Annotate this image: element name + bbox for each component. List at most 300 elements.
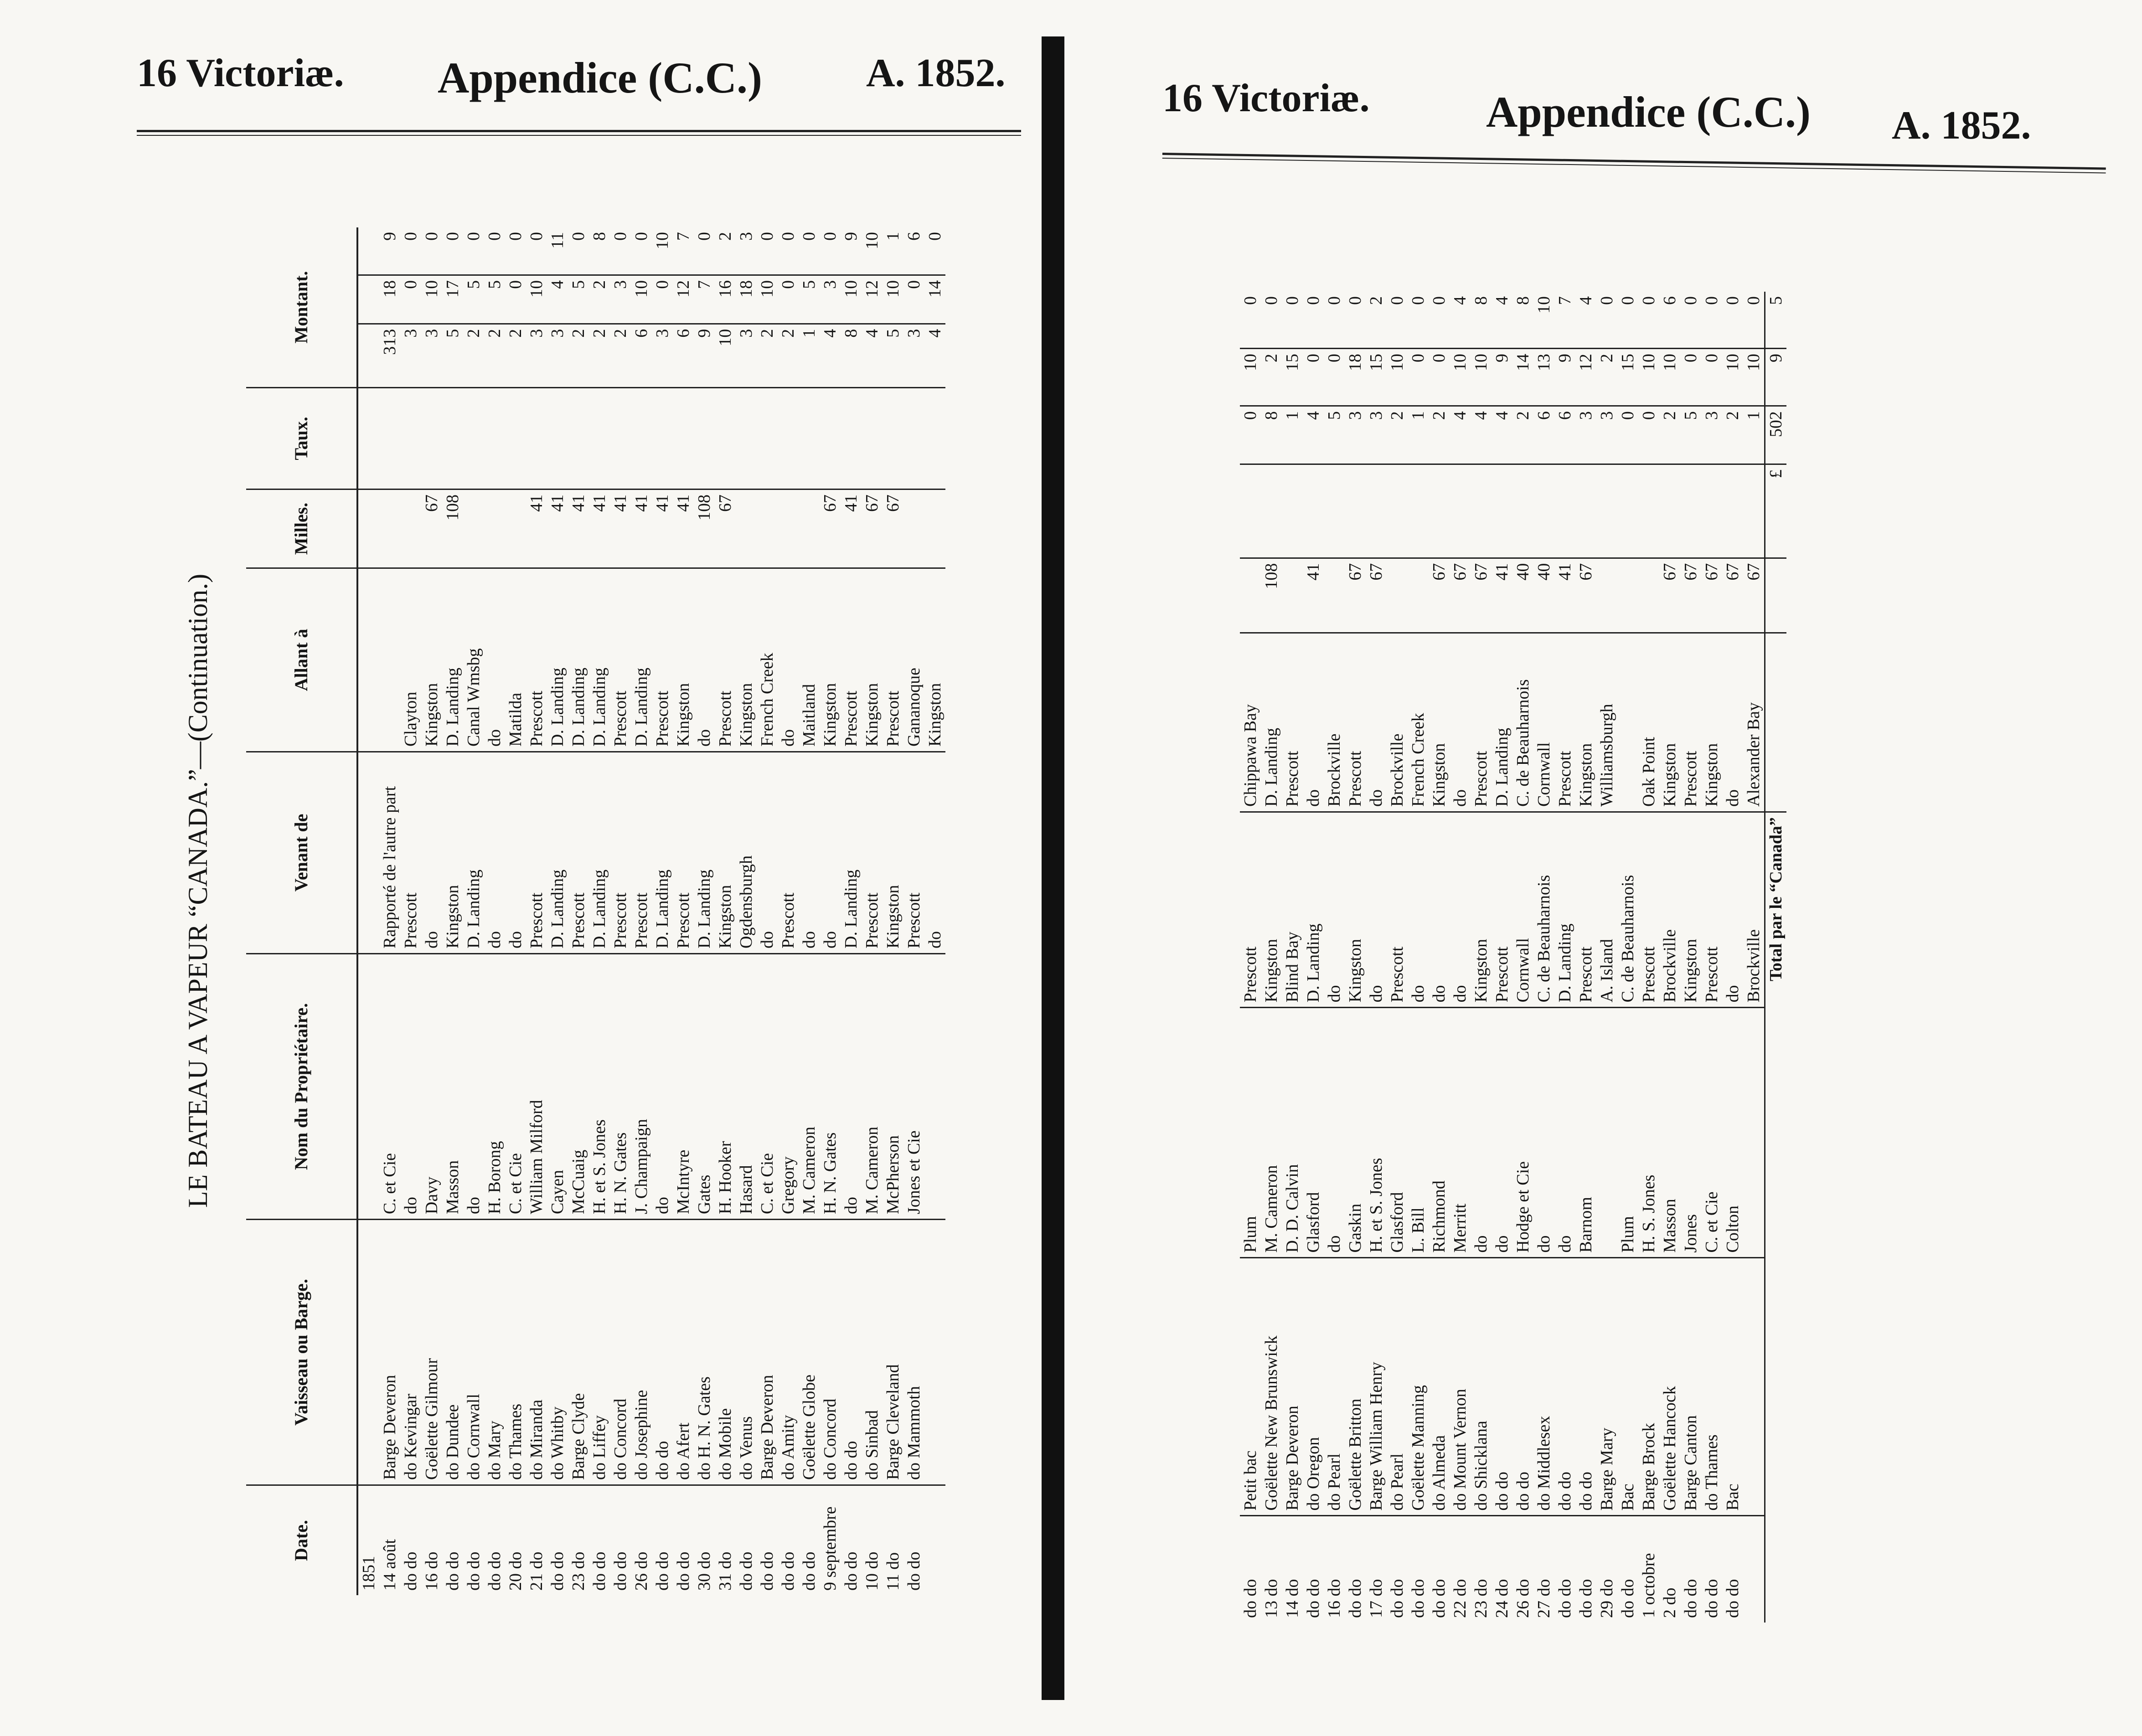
cell-owner: Glasford [1303,1008,1324,1258]
cell-date: do do [464,1551,483,1591]
cell-owner: Cayen [547,954,568,1220]
cell-date: 31 do [716,1551,735,1591]
cell-s: 13 [1533,349,1554,406]
cell-to: Clayton [400,568,421,752]
cell-date: 20 do [506,1551,525,1591]
cell-miles [903,489,924,568]
cell-d: 8 [1512,292,1533,349]
cell-date: 16 do [1325,1579,1344,1618]
cell-to: Prescott [715,568,736,752]
cell-miles [757,489,778,568]
cell-l: 2 [568,324,589,387]
cell-vessel: Barge Mary [1596,1258,1617,1516]
cell-d: 4 [1492,292,1512,349]
cell-s: 0 [1408,349,1429,406]
cell-miles [778,489,799,568]
cell-date: do do [1555,1579,1574,1618]
cell-to: C. de Beauharnois [1512,633,1533,812]
cell-d: 0 [484,227,505,275]
left-header-rule [137,130,1021,136]
ledger-row [1512,292,1533,1623]
cell-rate [1429,464,1450,558]
cell-miles: 67 [1575,558,1596,633]
ledger-row [715,227,736,1595]
cell-from: D. Landing [1554,812,1575,1007]
cell-from: Ogdensburgh [736,752,757,954]
cell-l: 5 [1324,406,1345,464]
cell-date: 17 do [1367,1579,1386,1618]
cell-d: 9 [841,227,862,275]
cell-from: Kingston [1345,812,1366,1007]
cell-owner [357,954,379,1220]
cell-vessel: do do [1512,1258,1533,1516]
cell-date: 9 septembre [821,1506,840,1591]
cell-to: Prescott [1345,633,1366,812]
cell-owner: do [463,954,484,1220]
cell-d: 6 [903,227,924,275]
cell-miles: 67 [883,489,903,568]
cell-s: 10 [1659,349,1680,406]
ledger-row [1659,292,1680,1623]
cell-vessel: do Whitby [547,1220,568,1485]
cell-s: 2 [1596,349,1617,406]
cell-l: 3 [1366,406,1387,464]
cell-to: Kingston [862,568,883,752]
cell-rate [757,388,778,489]
cell-to: Canal Wmsbg [463,568,484,752]
cell-d: 0 [778,227,799,275]
cell-rate [1617,464,1638,558]
cell-rate [547,388,568,489]
cell-l: 3 [1575,406,1596,464]
cell-to: Brockville [1324,633,1345,812]
cell-d: 0 [1303,292,1324,349]
cell-s: 0 [1680,349,1701,406]
cell-d: 0 [757,227,778,275]
right-header-session: 16 Victoriæ. [1162,76,1370,120]
cell-from: Prescott [1387,812,1408,1007]
cell-owner: M. Cameron [799,954,820,1220]
cell-l: 5 [442,324,463,387]
cell-l: 1 [1408,406,1429,464]
cell-rate [1512,464,1533,558]
cell-vessel: do Venus [736,1220,757,1485]
cell-owner: Gregory [778,954,799,1220]
cell-date: do do [1430,1579,1449,1618]
cell-owner: C. et Cie [757,954,778,1220]
cell-rate [652,388,673,489]
left-header-year: A. 1852. [866,51,1006,95]
cell-vessel: Barge Clyde [568,1220,589,1485]
cell-to: Chippawa Bay [1240,633,1261,812]
cell-d: 0 [631,227,652,275]
cell-miles: 41 [1303,558,1324,633]
ledger-row [1387,292,1408,1623]
cell-to [1617,633,1638,812]
ledger-row [1680,292,1701,1623]
cell-date: 30 do [695,1551,714,1591]
cell-owner: Jones et Cie [903,954,924,1220]
cell-vessel: Barge Deveron [1282,1258,1303,1516]
cell-vessel: do Thames [505,1220,526,1485]
cell-s: 17 [442,275,463,324]
cell-l: 8 [1261,406,1282,464]
cell-rate [379,388,400,489]
cell-from: Prescott [1492,812,1512,1007]
cell-s: 10 [421,275,442,324]
cell-vessel: do do [1492,1258,1512,1516]
cell-from: do [1450,812,1471,1007]
cell-rate [1701,464,1722,558]
cell-d: 0 [1722,292,1743,349]
cell-from: Prescott [610,752,631,954]
cell-d: 1 [883,227,903,275]
cell-rate [883,388,903,489]
cell-miles: 67 [1680,558,1701,633]
ledger-row [1345,292,1366,1623]
cell-vessel: Goëlette Manning [1408,1258,1429,1516]
cell-d: 0 [400,227,421,275]
cell-s: 0 [400,275,421,324]
cell-to: Cornwall [1533,633,1554,812]
cell-l: 9 [694,324,715,387]
cell-from: A. Island [1596,812,1617,1007]
col-rate: Taux. [246,388,357,489]
ledger-row [820,227,841,1595]
cell-vessel: do Kevingar [400,1220,421,1485]
ledger-row [757,227,778,1595]
cell-from: do [484,752,505,954]
cell-date: 1851 [359,1556,378,1591]
right-header-year: A. 1852. [1892,103,2031,148]
cell-date: 29 do [1597,1579,1616,1618]
cell-to: do [694,568,715,752]
cell-d: 8 [1471,292,1492,349]
cell-miles [1596,558,1617,633]
ledger-row [1303,292,1324,1623]
left-table-title: LE BATEAU A VAPEUR “CANADA.”—(Continuation.) [183,573,213,1208]
cell-date: 2 do [1660,1587,1679,1618]
total-pence: 5 [1765,292,1787,349]
cell-vessel: do Mobile [715,1220,736,1485]
cell-miles: 40 [1533,558,1554,633]
cell-s: 12 [673,275,694,324]
ledger-row [526,227,547,1595]
cell-s: 10 [883,275,903,324]
cell-owner [1743,1008,1765,1258]
cell-rate [568,388,589,489]
cell-to: D. Landing [568,568,589,752]
cell-s: 9 [1554,349,1575,406]
cell-to: Kingston [1659,633,1680,812]
cell-from: C. de Beauharnois [1617,812,1638,1007]
cell-l: 2 [589,324,610,387]
cell-d: 0 [526,227,547,275]
cell-from: D. Landing [1303,812,1324,1007]
cell-owner: do [1492,1008,1512,1258]
cell-s: 18 [1345,349,1366,406]
cell-owner: Plum [1240,1008,1261,1258]
cell-from: Prescott [1575,812,1596,1007]
cell-owner [924,954,945,1220]
cell-d: 10 [652,227,673,275]
ledger-row [1492,292,1512,1623]
cell-rate [1471,464,1492,558]
cell-owner: Barnom [1575,1008,1596,1258]
cell-l: 4 [924,324,945,387]
cell-l: 6 [1554,406,1575,464]
cell-s: 15 [1366,349,1387,406]
cell-owner: Colton [1722,1008,1743,1258]
cell-s: 10 [1387,349,1408,406]
cell-vessel [924,1220,945,1485]
cell-rate [442,388,463,489]
cell-vessel: do Miranda [526,1220,547,1485]
cell-l: 3 [526,324,547,387]
cell-owner: Davy [421,954,442,1220]
cell-l: 10 [715,324,736,387]
cell-d: 0 [1261,292,1282,349]
cell-owner: H. Hooker [715,954,736,1220]
cell-l: 0 [1240,406,1261,464]
cell-miles: 108 [1261,558,1282,633]
cell-date: 13 do [1262,1579,1281,1618]
left-header-appendix: Appendice (C.C.) [438,53,762,102]
cell-from: D. Landing [463,752,484,954]
cell-d: 11 [547,227,568,275]
cell-vessel: do do [652,1220,673,1485]
left-ledger [246,146,945,1595]
cell-l: 4 [1471,406,1492,464]
cell-date: do do [758,1551,777,1591]
cell-from: Brockville [1743,812,1765,1007]
ledger-row [442,227,463,1595]
cell-s: 14 [1512,349,1533,406]
cell-vessel: do Concord [610,1220,631,1485]
cell-d: 0 [421,227,442,275]
cell-from: Cornwall [1512,812,1533,1007]
cell-to [357,568,379,752]
cell-miles: 41 [841,489,862,568]
cell-owner: D. D. Calvin [1282,1008,1303,1258]
cell-d: 0 [1680,292,1701,349]
cell-from: D. Landing [547,752,568,954]
cell-s: 4 [547,275,568,324]
cell-owner: L. Bill [1408,1008,1429,1258]
cell-to: D. Landing [1261,633,1282,812]
cell-miles: 108 [442,489,463,568]
cell-miles [379,489,400,568]
col-to: Allant à [246,568,357,752]
cell-date: 23 do [1471,1579,1491,1618]
ledger-row [589,227,610,1595]
cell-l: 3 [421,324,442,387]
cell-d: 0 [442,227,463,275]
cell-miles: 41 [631,489,652,568]
ledger-row [568,227,589,1595]
cell-l: 1 [799,324,820,387]
ledger-row [652,227,673,1595]
cell-s: 0 [1429,349,1450,406]
ledger-row [1533,292,1554,1623]
cell-owner: H. N. Gates [610,954,631,1220]
cell-to: Kingston [736,568,757,752]
cell-s: 15 [1282,349,1303,406]
cell-rate [421,388,442,489]
cell-miles [736,489,757,568]
cell-rate [484,388,505,489]
cell-date [924,1485,945,1596]
cell-owner: do [1471,1008,1492,1258]
cell-to: Matilda [505,568,526,752]
cell-d: 7 [1554,292,1575,349]
cell-from: do [1366,812,1387,1007]
cell-rate [357,388,379,489]
cell-vessel: Bac [1617,1258,1638,1516]
cell-s [357,275,379,324]
cell-owner: McPherson [883,954,903,1220]
cell-rate [736,388,757,489]
ledger-row [1638,292,1659,1623]
cell-owner: Masson [442,954,463,1220]
cell-l: 2 [463,324,484,387]
cell-to: do [1722,633,1743,812]
cell-vessel: Barge Cleveland [883,1220,903,1485]
col-amount: Montant. [246,227,357,388]
cell-rate [1282,464,1303,558]
col-miles: Milles. [246,489,357,568]
cell-miles: 41 [673,489,694,568]
cell-rate [1261,464,1282,558]
cell-rate [1659,464,1680,558]
cell-miles [924,489,945,568]
cell-from: C. de Beauharnois [1533,812,1554,1007]
cell-to: Kingston [421,568,442,752]
cell-s: 0 [652,275,673,324]
cell-to: Prescott [652,568,673,752]
cell-owner: H. et S. Jones [1366,1008,1387,1258]
cell-s: 5 [484,275,505,324]
cell-rate [903,388,924,489]
cell-vessel: do Liffey [589,1220,610,1485]
cell-miles: 108 [694,489,715,568]
cell-l: 3 [547,324,568,387]
cell-d: 0 [1596,292,1617,349]
cell-l: 5 [1680,406,1701,464]
cell-to: Prescott [1680,633,1701,812]
cell-vessel: do Middlesex [1533,1258,1554,1516]
cell-rate [463,388,484,489]
cell-l: 313 [379,324,400,387]
cell-d: 4 [1450,292,1471,349]
cell-rate [715,388,736,489]
cell-from: Prescott [903,752,924,954]
cell-owner [1596,1008,1617,1258]
cell-to: D. Landing [589,568,610,752]
cell-miles: 41 [1492,558,1512,633]
cell-rate [1533,464,1554,558]
cell-rate [1387,464,1408,558]
cell-owner: McIntyre [673,954,694,1220]
cell-s: 5 [799,275,820,324]
cell-from: Kingston [1261,812,1282,1007]
cell-date: 26 do [632,1551,651,1591]
cell-to: French Creek [1408,633,1429,812]
cell-from: do [505,752,526,954]
cell-d: 0 [1387,292,1408,349]
cell-date: 24 do [1492,1579,1512,1618]
cell-d: 3 [736,227,757,275]
cell-miles: 40 [1512,558,1533,633]
cell-d: 0 [568,227,589,275]
cell-vessel: do Josephine [631,1220,652,1485]
cell-l: 3 [736,324,757,387]
cell-to: Maitland [799,568,820,752]
cell-miles [1282,558,1303,633]
cell-date: do do [1346,1579,1365,1618]
cell-owner: do [1533,1008,1554,1258]
cell-d: 7 [673,227,694,275]
cell-date: do do [401,1551,420,1591]
ledger-row [357,227,379,1595]
cell-owner: Richmond [1429,1008,1450,1258]
cell-vessel: Petit bac [1240,1258,1261,1516]
cell-d: 0 [694,227,715,275]
cell-rate [505,388,526,489]
cell-miles [1638,558,1659,633]
cell-s: 0 [1324,349,1345,406]
cell-date: do do [1241,1579,1260,1618]
cell-to: Brockville [1387,633,1408,812]
cell-from: D. Landing [841,752,862,954]
cell-s: 0 [778,275,799,324]
cell-from: Kingston [1471,812,1492,1007]
cell-l: 0 [1617,406,1638,464]
cell-date: do do [1618,1579,1637,1618]
cell-d: 0 [1345,292,1366,349]
cell-date: do do [779,1551,798,1591]
cell-l: 2 [610,324,631,387]
cell-d: 10 [862,227,883,275]
ledger-row [883,227,903,1595]
ledger-row [694,227,715,1595]
cell-rate [1450,464,1471,558]
cell-from: Prescott [1240,812,1261,1007]
cell-s: 0 [903,275,924,324]
ledger-row [505,227,526,1595]
cell-from: do [799,752,820,954]
cell-vessel: Goëlette Hancock [1659,1258,1680,1516]
cell-vessel: do do [1554,1258,1575,1516]
cell-from: do [924,752,945,954]
cell-rate [400,388,421,489]
cell-vessel: do H. N. Gates [694,1220,715,1485]
cell-owner: Glasford [1387,1008,1408,1258]
cell-to: Kingston [673,568,694,752]
cell-rate [1743,464,1765,558]
cell-owner: do [652,954,673,1220]
total-shillings: 9 [1765,349,1787,406]
cell-from: Prescott [526,752,547,954]
cell-l: 3 [903,324,924,387]
cell-from: Kingston [883,752,903,954]
cell-d: 0 [1638,292,1659,349]
ledger-row [736,227,757,1595]
cell-date: do do [1576,1579,1595,1618]
ledger-row [862,227,883,1595]
cell-from: do [421,752,442,954]
cell-date: do do [904,1551,924,1591]
